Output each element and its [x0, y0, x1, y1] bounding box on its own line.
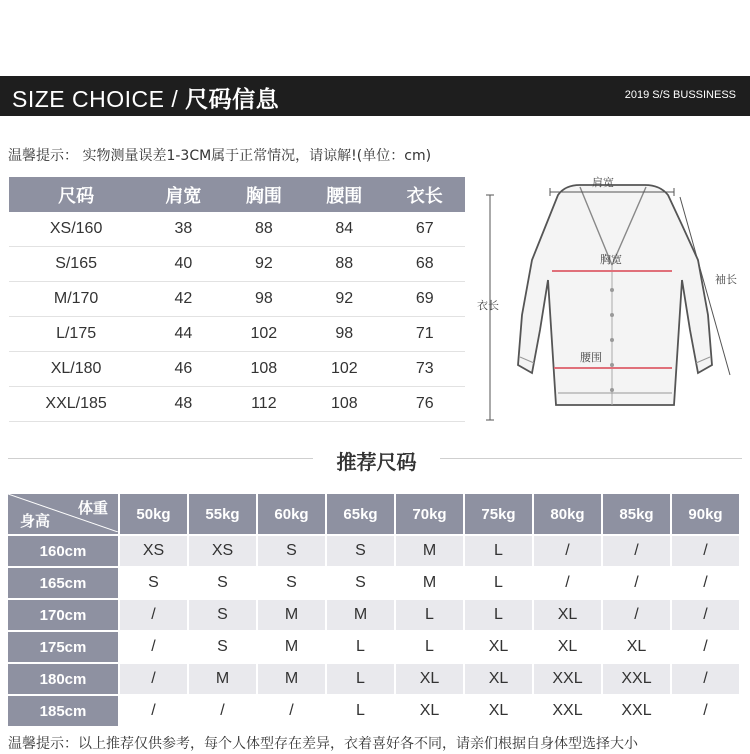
size-cell: / — [188, 695, 257, 726]
size-cell: S — [119, 567, 188, 599]
weight-header: 80kg — [533, 494, 602, 535]
size-cell: / — [533, 567, 602, 599]
size-cell: / — [119, 631, 188, 663]
chest-label: 胸宽 — [600, 253, 622, 266]
season-label: 2019 S/S BUSSINESS — [624, 89, 736, 101]
chest-cell: 108 — [224, 352, 304, 387]
size-cell: L — [326, 695, 395, 726]
height-cell: 180cm — [8, 663, 119, 695]
size-cell: XS/160 — [9, 212, 143, 247]
size-table-header — [9, 177, 465, 212]
size-cell: / — [602, 535, 671, 567]
chest-cell: 98 — [224, 282, 304, 317]
table-row — [9, 212, 465, 247]
table-row — [9, 317, 465, 352]
size-cell: M — [188, 663, 257, 695]
size-cell: XL — [464, 631, 533, 663]
chest-cell: 92 — [224, 247, 304, 282]
cardigan-illustration — [470, 165, 745, 425]
size-cell: / — [671, 663, 740, 695]
size-cell: S — [188, 567, 257, 599]
table-row — [9, 387, 465, 422]
shoulder-cell: 46 — [143, 352, 223, 387]
size-cell: L — [464, 567, 533, 599]
waist-cell: 88 — [304, 247, 384, 282]
header-chest: 胸围 — [224, 177, 304, 212]
size-cell: L — [395, 599, 464, 631]
size-cell: S/165 — [9, 247, 143, 282]
chest-cell: 112 — [224, 387, 304, 422]
size-cell: M — [395, 567, 464, 599]
size-cell: / — [602, 567, 671, 599]
size-cell: / — [119, 695, 188, 726]
size-cell: XXL — [533, 695, 602, 726]
size-cell: L — [464, 599, 533, 631]
sleeve-label: 袖长 — [715, 273, 737, 286]
size-cell: M — [257, 599, 326, 631]
weight-axis-label: 体重 — [77, 499, 108, 517]
size-cell: / — [671, 535, 740, 567]
length-cell: 73 — [385, 352, 465, 387]
header-waist: 腰围 — [304, 177, 384, 212]
size-cell: L — [326, 631, 395, 663]
waist-cell: 102 — [304, 352, 384, 387]
table-row — [9, 282, 465, 317]
weight-header: 90kg — [671, 494, 740, 535]
size-cell: XXL — [533, 663, 602, 695]
divider-right — [440, 458, 742, 459]
size-cell: XL — [602, 631, 671, 663]
header-size: 尺码 — [9, 177, 143, 212]
garment-diagram — [470, 165, 745, 425]
size-cell: / — [671, 567, 740, 599]
measurement-tip: 温馨提示： 实物测量误差1-3CM属于正常情况，请谅解!(单位：cm) — [8, 148, 432, 164]
height-cell: 170cm — [8, 599, 119, 631]
size-cell: S — [188, 599, 257, 631]
weight-header: 60kg — [257, 494, 326, 535]
weight-header: 55kg — [188, 494, 257, 535]
size-cell: S — [188, 631, 257, 663]
size-cell: / — [671, 599, 740, 631]
size-cell: M — [326, 599, 395, 631]
length-cell: 67 — [385, 212, 465, 247]
size-cell: / — [671, 631, 740, 663]
page-title — [12, 81, 279, 114]
size-cell: XS — [188, 535, 257, 567]
recommend-table — [8, 494, 741, 726]
length-cell: 69 — [385, 282, 465, 317]
table-row — [8, 631, 740, 663]
shoulder-cell: 40 — [143, 247, 223, 282]
header-shoulder: 肩宽 — [143, 177, 223, 212]
length-cell: 68 — [385, 247, 465, 282]
size-cell: M — [395, 535, 464, 567]
size-cell: / — [533, 535, 602, 567]
length-cell: 71 — [385, 317, 465, 352]
header-length: 衣长 — [385, 177, 465, 212]
size-cell: / — [257, 695, 326, 726]
weight-header: 65kg — [326, 494, 395, 535]
weight-header: 70kg — [395, 494, 464, 535]
size-cell: S — [257, 567, 326, 599]
shoulder-cell: 44 — [143, 317, 223, 352]
size-cell: XL — [464, 663, 533, 695]
weight-header: 50kg — [119, 494, 188, 535]
shoulder-cell: 42 — [143, 282, 223, 317]
table-row — [9, 247, 465, 282]
weight-header-row — [8, 494, 740, 535]
height-cell: 175cm — [8, 631, 119, 663]
table-row — [9, 352, 465, 387]
height-cell: 165cm — [8, 567, 119, 599]
size-cell: XL/180 — [9, 352, 143, 387]
size-cell: L — [464, 535, 533, 567]
size-cell: M — [257, 663, 326, 695]
size-cell: XL — [395, 663, 464, 695]
chest-cell: 88 — [224, 212, 304, 247]
length-cell: 76 — [385, 387, 465, 422]
size-cell: XL — [464, 695, 533, 726]
height-cell: 160cm — [8, 535, 119, 567]
table-row — [8, 695, 740, 726]
shoulder-cell: 38 — [143, 212, 223, 247]
size-cell: XL — [533, 631, 602, 663]
size-cell: S — [257, 535, 326, 567]
waist-cell: 98 — [304, 317, 384, 352]
size-cell: / — [602, 599, 671, 631]
corner-header — [8, 494, 119, 535]
table-row — [8, 535, 740, 567]
title-english: SIZE CHOICE / — [12, 86, 179, 112]
size-cell: L/175 — [9, 317, 143, 352]
chest-cell: 102 — [224, 317, 304, 352]
size-cell: L — [395, 631, 464, 663]
weight-header: 85kg — [602, 494, 671, 535]
size-cell: M/170 — [9, 282, 143, 317]
size-table — [9, 177, 465, 422]
shoulder-cell: 48 — [143, 387, 223, 422]
table-row — [8, 599, 740, 631]
size-cell: / — [671, 695, 740, 726]
size-cell: M — [257, 631, 326, 663]
size-cell: XXL — [602, 663, 671, 695]
table-row — [8, 567, 740, 599]
waist-cell: 92 — [304, 282, 384, 317]
size-cell: XXL — [602, 695, 671, 726]
shoulder-label: 肩宽 — [592, 176, 614, 189]
title-chinese: 尺码信息 — [185, 87, 280, 113]
size-cell: XXL/185 — [9, 387, 143, 422]
table-row — [8, 663, 740, 695]
size-cell: / — [119, 599, 188, 631]
height-cell: 185cm — [8, 695, 119, 726]
size-cell: L — [326, 663, 395, 695]
recommend-title: 推荐尺码 — [336, 450, 417, 474]
weight-header: 75kg — [464, 494, 533, 535]
waist-cell: 84 — [304, 212, 384, 247]
size-cell: XL — [533, 599, 602, 631]
length-label: 衣长 — [477, 299, 499, 312]
title-banner — [0, 76, 750, 116]
size-cell: XL — [395, 695, 464, 726]
divider-left — [8, 458, 313, 459]
size-cell: XS — [119, 535, 188, 567]
waist-label: 腰围 — [580, 351, 602, 364]
height-axis-label: 身高 — [20, 512, 51, 530]
recommend-tip: 温馨提示：以上推荐仅供参考，每个人体型存在差异，衣着喜好各不同，请亲们根据自身体型选择大小 — [8, 736, 638, 752]
size-cell: / — [119, 663, 188, 695]
size-cell: S — [326, 567, 395, 599]
size-cell: S — [326, 535, 395, 567]
waist-cell: 108 — [304, 387, 384, 422]
